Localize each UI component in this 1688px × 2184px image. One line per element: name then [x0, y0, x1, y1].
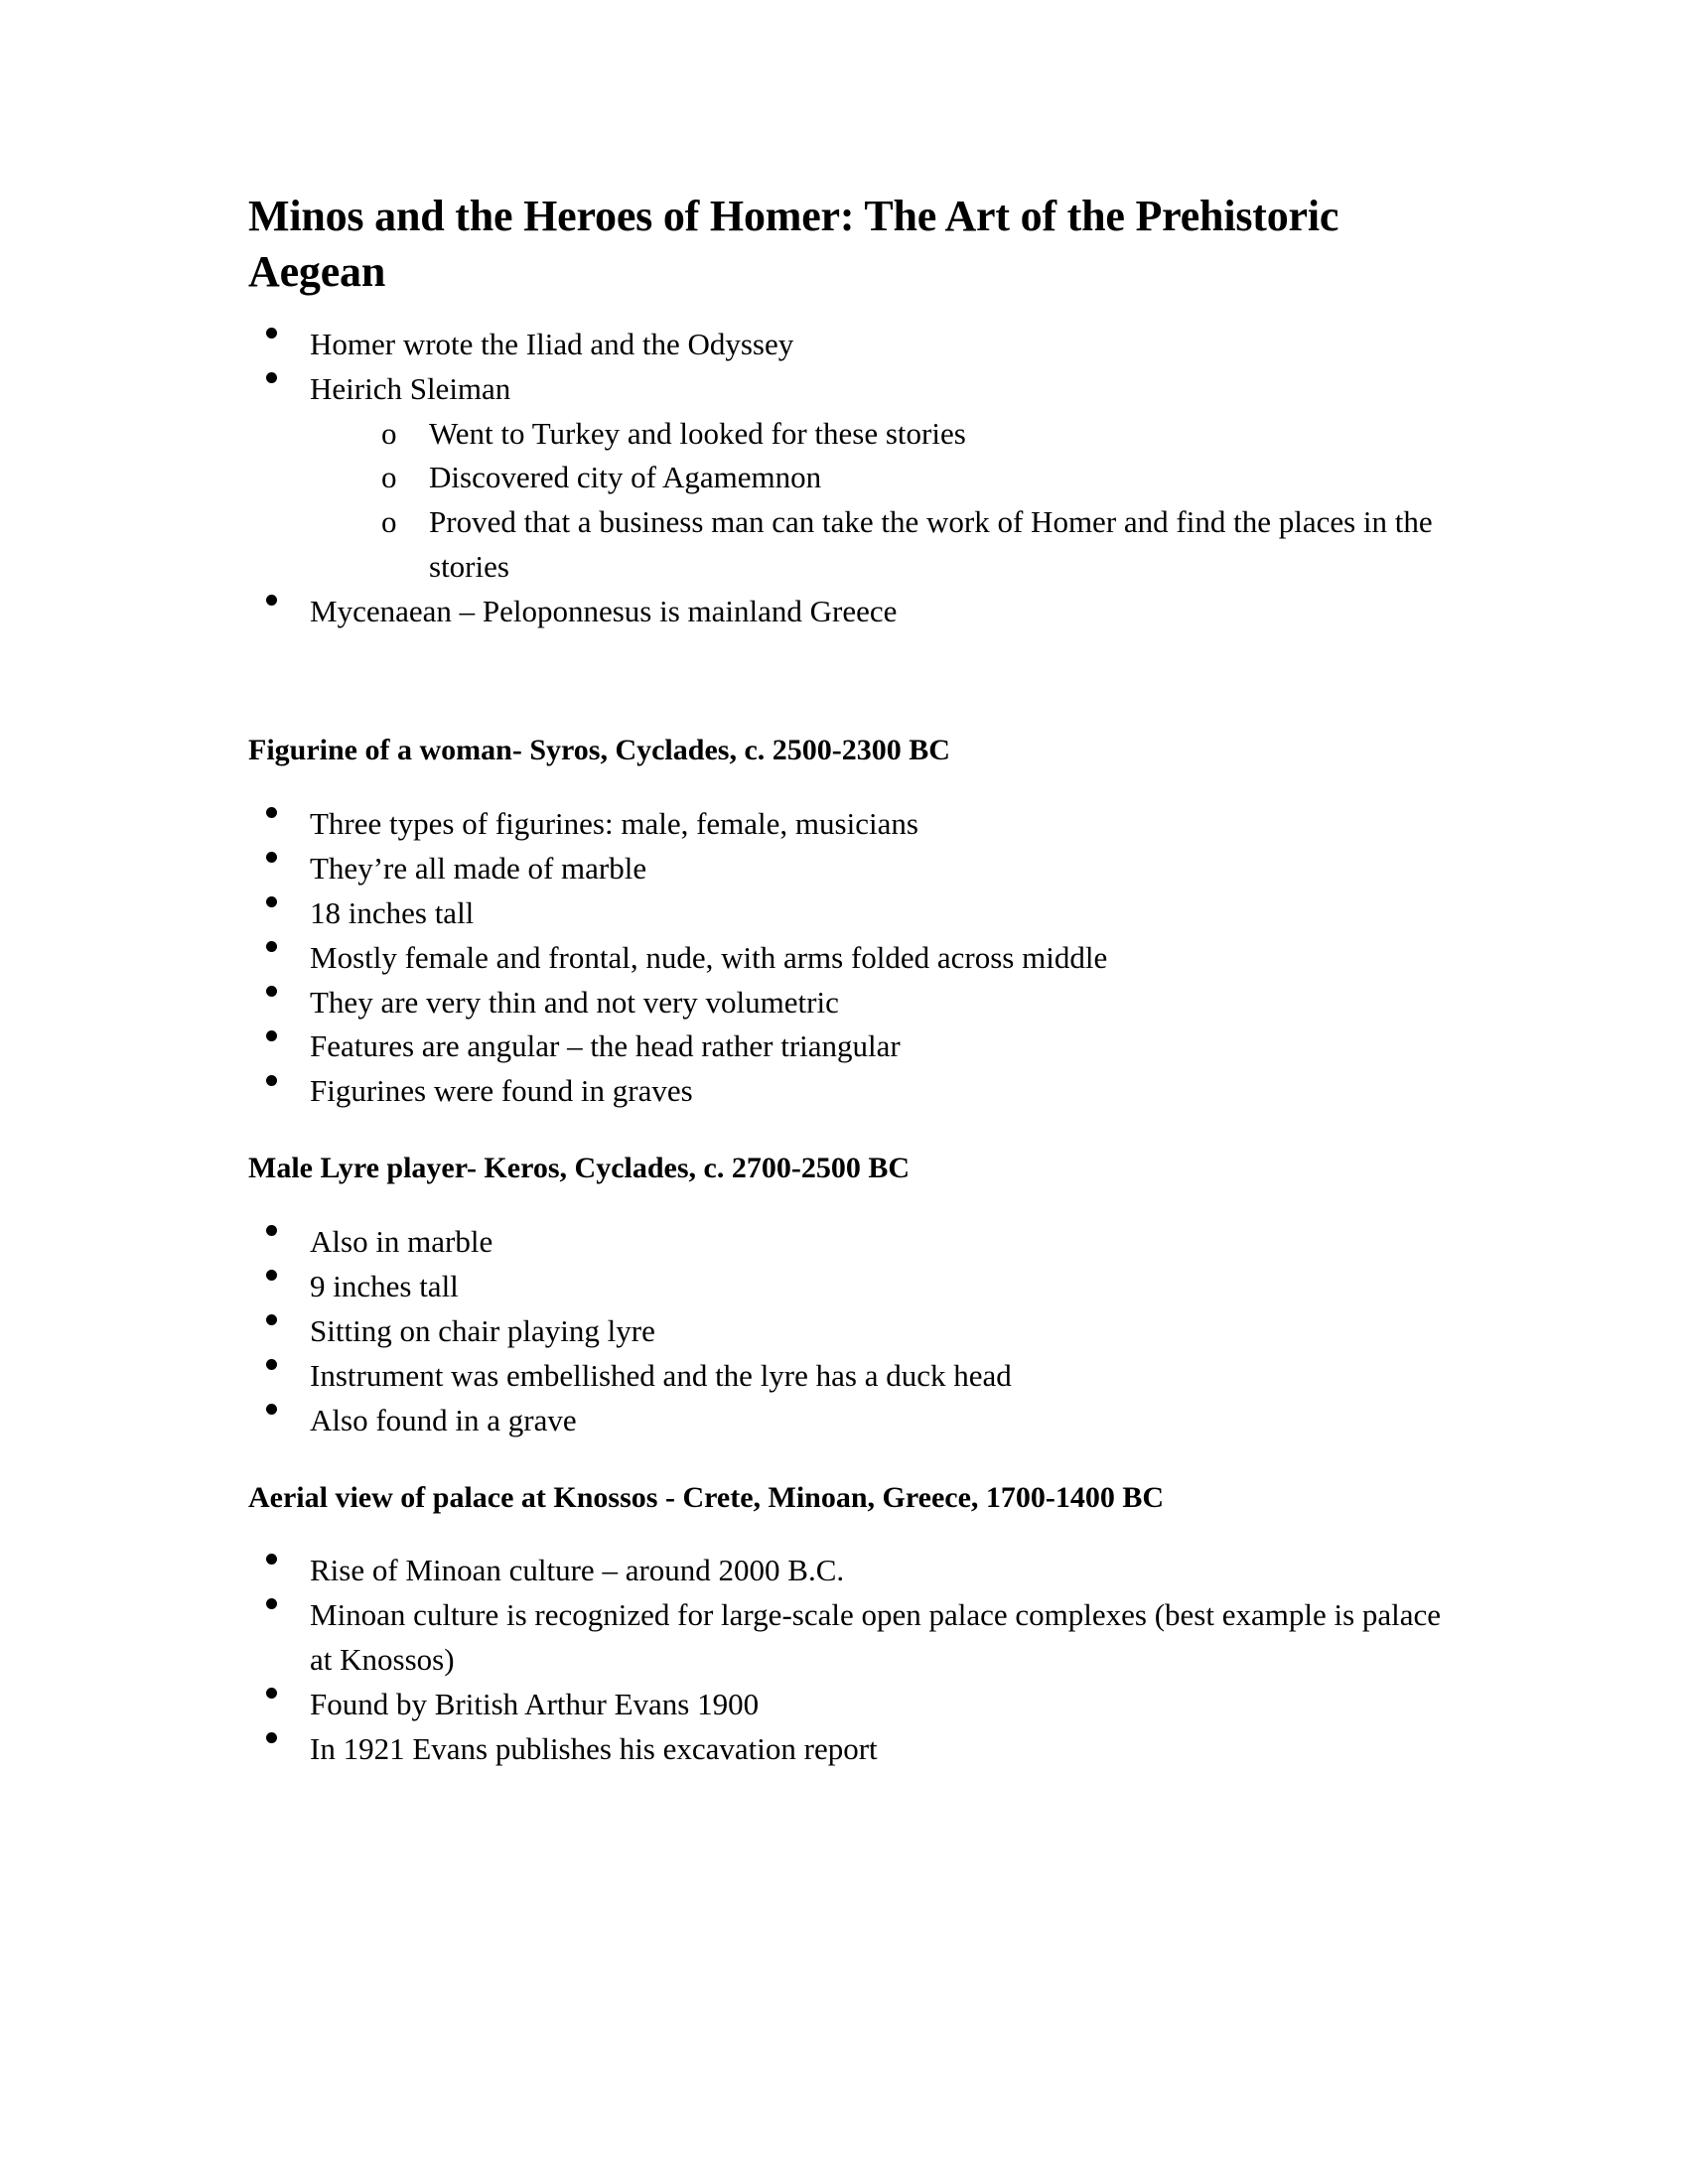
list-item [367, 500, 1460, 590]
list-item-label: Sitting on chair playing lyre [310, 1312, 655, 1348]
disc-bullet-icon [266, 847, 290, 885]
disc-bullet-icon [266, 891, 290, 929]
disc-bullet-icon [266, 1265, 290, 1302]
disc-bullet-icon [266, 1683, 290, 1720]
list-item [248, 1354, 1460, 1399]
disc-bullet-icon [266, 1220, 290, 1258]
disc-bullet-icon [266, 1354, 290, 1392]
list-item [248, 981, 1460, 1025]
list-item [248, 1024, 1460, 1069]
list-item [248, 1265, 1460, 1309]
list-item [367, 412, 1460, 457]
list-item-label: Homer wrote the Iliad and the Odyssey [310, 326, 794, 361]
list-item [248, 1309, 1460, 1354]
list-item [248, 590, 1460, 634]
list-item-label: Instrument was embellished and the lyre has a duck head [310, 1357, 1012, 1393]
spacer [248, 1114, 1460, 1148]
disc-bullet-icon [266, 1727, 290, 1765]
list-item [367, 456, 1460, 500]
circle-bullet-icon: o [381, 460, 397, 495]
list-item [248, 936, 1460, 981]
list-item-label: Proved that a business man can take the work of Homer and find the places in the stories [429, 504, 1433, 585]
list-item-label: 18 inches tall [310, 894, 475, 930]
disc-bullet-icon [266, 1593, 290, 1631]
disc-bullet-icon [266, 981, 290, 1019]
list-item [248, 1220, 1460, 1265]
list-item-label: Discovered city of Agamemnon [429, 460, 822, 495]
list-item-label: Features are angular – the head rather triangular [310, 1028, 901, 1064]
list-item-label: Found by British Arthur Evans 1900 [310, 1687, 760, 1722]
spacer [248, 1443, 1460, 1477]
list-item [248, 1399, 1460, 1443]
page-title: Minos and the Heroes of Homer: The Art of the Prehistoric Aegean [248, 192, 1339, 297]
list-item-label: Mycenaean – Peloponnesus is mainland Greece [310, 594, 898, 629]
list-item [248, 1593, 1460, 1683]
disc-bullet-icon [266, 802, 290, 840]
section-bullet-list-knossos [248, 1549, 1460, 1772]
list-item [248, 847, 1460, 891]
disc-bullet-icon [266, 1309, 290, 1347]
list-item-label: Minoan culture is recognized for large-scale open palace complexes (best example is palace at Knossos) [310, 1597, 1442, 1678]
list-item [248, 891, 1460, 936]
section-bullet-list-figurine [248, 802, 1460, 1115]
list-item-label: Three types of figurines: male, female, musicians [310, 805, 918, 841]
list-item-label: Also in marble [310, 1223, 493, 1259]
spacer [248, 772, 1460, 802]
spacer [248, 1519, 1460, 1549]
list-item-label: They’re all made of marble [310, 850, 647, 886]
intro-bullet-list-cont [248, 590, 1460, 634]
disc-bullet-icon [266, 936, 290, 974]
disc-bullet-icon [266, 590, 290, 627]
intro-bullet-list [248, 323, 1460, 412]
section-bullet-list-lyre-player [248, 1220, 1460, 1443]
list-item [248, 802, 1460, 847]
list-item [248, 1683, 1460, 1727]
spacer [248, 634, 1460, 730]
disc-bullet-icon [266, 1399, 290, 1436]
intro-sub-bullet-list [367, 412, 1460, 591]
section-heading-figurine: Figurine of a woman- Syros, Cyclades, c. 2500-2300 BC [248, 734, 950, 767]
spacer [248, 1190, 1460, 1220]
disc-bullet-icon [266, 1069, 290, 1107]
list-item [248, 367, 1460, 412]
list-item-label: In 1921 Evans publishes his excavation report [310, 1730, 878, 1766]
list-item [248, 1549, 1460, 1593]
list-item [248, 1069, 1460, 1114]
list-item-label: Figurines were found in graves [310, 1073, 693, 1109]
list-item-label: Rise of Minoan culture – around 2000 B.C. [310, 1553, 845, 1588]
disc-bullet-icon [266, 323, 290, 360]
disc-bullet-icon [266, 1549, 290, 1586]
list-item-label: Went to Turkey and looked for these stories [429, 415, 966, 451]
circle-bullet-icon: o [381, 415, 397, 451]
disc-bullet-icon [266, 367, 290, 405]
section-heading-knossos: Aerial view of palace at Knossos - Crete, Minoan, Greece, 1700-1400 BC [248, 1480, 1165, 1514]
disc-bullet-icon [266, 1024, 290, 1062]
list-item-label: They are very thin and not very volumetric [310, 984, 839, 1020]
list-item-label: Mostly female and frontal, nude, with arms folded across middle [310, 939, 1108, 975]
section-heading-lyre-player: Male Lyre player- Keros, Cyclades, c. 2700-2500 BC [248, 1152, 911, 1185]
list-item-label: Also found in a grave [310, 1402, 577, 1437]
list-item-label: 9 inches tall [310, 1268, 459, 1303]
circle-bullet-icon: o [381, 504, 397, 540]
spacer [248, 309, 1460, 323]
list-item [248, 1727, 1460, 1772]
list-item [248, 323, 1460, 367]
list-item-label: Heirich Sleiman [310, 370, 511, 406]
